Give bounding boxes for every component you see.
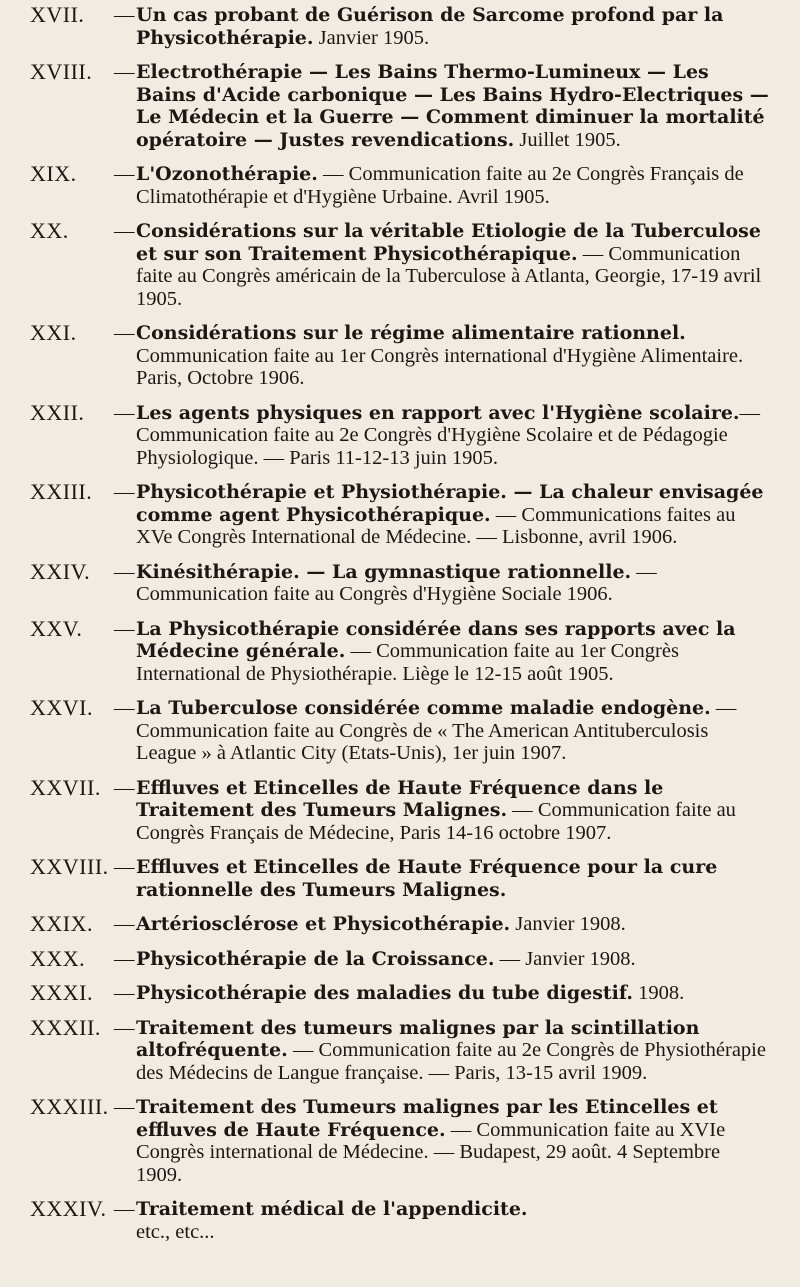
entry-dash: — [114, 947, 135, 970]
bibliography-entry [30, 697, 770, 765]
entry-details: — Communications faites au XVe Congrès International de Médecine. — Lisbonne, avril 1906. [136, 503, 736, 548]
entry-number: XXVIII. [30, 854, 109, 879]
entry-title: Traitement médical de l'appendicite. [136, 1198, 528, 1220]
entry-details: — Communication faite au 2e Congrès de Physiothérapie des Médecins de Langue française. — Paris, 13-15 avril 1909. [136, 1039, 766, 1084]
entry-dash: — [114, 617, 135, 640]
entry-dash: — [114, 560, 135, 583]
bibliography-entry [30, 558, 770, 606]
bibliography-entry [30, 913, 770, 936]
entry-text [114, 4, 770, 49]
entry-dash: — [114, 220, 135, 242]
entry-text [114, 697, 770, 765]
entry-dash: — [114, 1198, 135, 1220]
entry-details: Communication faite au 1er Congrès international d'Hygiène Alimentaire. Paris, Octobre 1906. [136, 344, 744, 389]
entry-dash: — [114, 913, 135, 935]
entry-body [136, 561, 770, 606]
bibliography-entry [30, 163, 770, 208]
entry-text [114, 1198, 770, 1221]
entry-body [136, 481, 770, 549]
entry-text [114, 561, 770, 606]
bibliography-entry [30, 322, 770, 390]
entry-details: Juillet 1905. [514, 128, 621, 151]
entry-text [114, 948, 770, 971]
entry-dash: — [114, 322, 135, 344]
entry-text [114, 618, 770, 686]
entry-number: XXII. [30, 399, 85, 425]
entry-title: Traitement des Tumeurs malignes par les Etincelles et effluves de Haute Fréquence. [136, 1096, 718, 1141]
entry-text [114, 322, 770, 390]
entry-title: Physicothérapie des maladies du tube digestif. [136, 982, 634, 1004]
entry-details: — Communication faite au Congrès Français de Médecine, Paris 14-16 octobre 1907. [136, 799, 736, 844]
entry-title: Physicothérapie de la Croissance. [136, 947, 495, 970]
entry-body [136, 948, 770, 971]
entry-title: La Tuberculose considérée comme maladie endogène. [136, 697, 711, 719]
entry-number: XXXIV. [30, 1196, 107, 1221]
entry-number: XXI. [30, 320, 77, 345]
entry-number: XXVII. [30, 774, 101, 800]
bibliography-entry [30, 1096, 770, 1186]
entry-dash: — [114, 776, 135, 799]
entry-details: — Communication faite au 2e Congrès Français de Climatothérapie et d'Hygiène Urbaine. Avril 1905. [136, 163, 744, 208]
bibliography-entry [30, 1198, 770, 1221]
entry-dash: — [114, 1016, 135, 1039]
entry-body [136, 220, 770, 310]
entry-number: XX. [30, 218, 69, 243]
bibliography-entry [30, 481, 770, 549]
entry-title: Les agents physiques en rapport avec l'Hygiène scolaire. [136, 401, 740, 424]
entry-text [114, 220, 770, 310]
entry-body [136, 856, 770, 901]
entry-body [136, 61, 770, 151]
entry-dash: — [114, 1096, 135, 1118]
entry-title: Considérations sur la véritable Etiologie de la Tuberculose et sur son Traitement Physicothérapique. [136, 220, 761, 265]
entry-text [114, 777, 770, 845]
bibliography-entry [30, 220, 770, 310]
bibliography-entry [30, 615, 770, 686]
entry-body [136, 163, 770, 208]
entry-body [136, 982, 770, 1005]
entry-body [136, 1096, 770, 1186]
entry-title: Kinésithérapie. — La gymnastique rationnelle. [136, 560, 632, 583]
bibliography-entry [30, 982, 770, 1005]
entry-text [114, 1096, 770, 1186]
entry-title: Artériosclérose et Physicothérapie. [136, 913, 511, 935]
entry-title: Electrothérapie — Les Bains Thermo-Lumineux — Les Bains d'Acide carbonique — Les Bains Hydro-Electriques — Le Médecin et la Guerre — Comment diminuer la mortalité opératoire — Justes revendications. [136, 61, 769, 151]
entry-dash: — [114, 401, 135, 424]
entry-details: — Janvier 1908. [494, 947, 636, 970]
entry-details: — Communication faite au 2e Congrès d'Hygiène Scolaire et de Pédagogie Physiologique. — Paris 11-12-13 juin 1905. [136, 401, 761, 469]
entry-dash: — [114, 856, 135, 878]
entry-title: Un cas probant de Guérison de Sarcome profond par la Physicothérapie. [136, 4, 724, 49]
entry-number: XXV. [30, 615, 83, 641]
entry-dash: — [114, 697, 135, 719]
bibliography-entry [30, 945, 770, 971]
entry-number: XXXII. [30, 1014, 101, 1040]
entry-number: XVIII. [30, 59, 93, 84]
bibliography-entry [30, 774, 770, 845]
entry-details: Janvier 1908. [510, 913, 626, 935]
entry-dash: — [114, 481, 135, 503]
entry-details: — Communication faite au Congrès américain de la Tuberculose à Atlanta, Georgie, 17-19 avril 1905. [136, 242, 762, 310]
entry-details: — Communication faite au XVIe Congrès international de Médecine. — Budapest, 29 août. 4 Septembre 1909. [136, 1118, 726, 1186]
entry-number: XXIV. [30, 558, 91, 584]
entry-title: La Physicothérapie considérée dans ses rapports avec la Médecine générale. [136, 617, 736, 662]
bibliography-entry [30, 1014, 770, 1085]
entry-body [136, 322, 770, 390]
entry-title: Considérations sur le régime alimentaire rationnel. [136, 322, 686, 344]
entry-text [114, 402, 770, 470]
entry-details: — Communication faite au Congrès de « The American Antituberculosis League » à Atlantic City (Etats-Unis), 1er juin 1907. [136, 697, 737, 764]
entry-text [114, 163, 770, 208]
entry-title: L'Ozonothérapie. [136, 163, 318, 185]
entry-dash: — [114, 4, 135, 26]
entry-details: — Communication faite au 1er Congrès International de Physiothérapie. Liège le 12-15 août 1905. [136, 640, 679, 685]
entry-number: XXXIII. [30, 1094, 109, 1119]
entry-number: XIX. [30, 161, 77, 186]
bibliography-entry [30, 61, 770, 151]
entry-body [136, 1017, 770, 1085]
bibliography-entry [30, 856, 770, 901]
entry-dash: — [114, 163, 135, 185]
entry-text [114, 982, 770, 1005]
entry-text [114, 1017, 770, 1085]
entry-text [114, 856, 770, 901]
entry-dash: — [114, 61, 135, 83]
entry-body [136, 913, 770, 936]
entry-number: XXX. [30, 945, 86, 971]
entry-text [114, 913, 770, 936]
entry-details: — Communication faite au Congrès d'Hygiène Sociale 1906. [136, 560, 657, 605]
entry-text [114, 61, 770, 151]
entry-body [136, 4, 770, 49]
entry-body [136, 618, 770, 686]
entry-number: XVII. [30, 2, 85, 27]
etc-text: etc., etc... [136, 1220, 215, 1243]
entry-title: Physicothérapie et Physiothérapie. — La chaleur envisagée comme agent Physicothérapique. [136, 481, 764, 526]
entry-body [136, 1198, 770, 1221]
entry-body [136, 777, 770, 845]
entry-details: Janvier 1905. [313, 26, 430, 49]
entry-title: Effluves et Etincelles de Haute Fréquence pour la cure rationnelle des Tumeurs Malignes. [136, 856, 718, 901]
entry-body [136, 697, 770, 765]
bibliography-entry [30, 4, 770, 49]
bibliography-entry [30, 399, 770, 470]
entry-body [136, 402, 770, 470]
entry-title: Effluves et Etincelles de Haute Fréquence dans le Traitement des Tumeurs Malignes. [136, 776, 664, 821]
entry-text [114, 481, 770, 549]
entry-title: Traitement des tumeurs malignes par la scintillation altofréquente. [136, 1016, 700, 1061]
entry-details: 1908. [633, 982, 685, 1004]
entry-dash: — [114, 982, 135, 1004]
entry-number: XXIX. [30, 911, 93, 936]
entry-number: XXVI. [30, 695, 93, 720]
entry-number: XXIII. [30, 479, 93, 504]
entry-number: XXXI. [30, 980, 93, 1005]
